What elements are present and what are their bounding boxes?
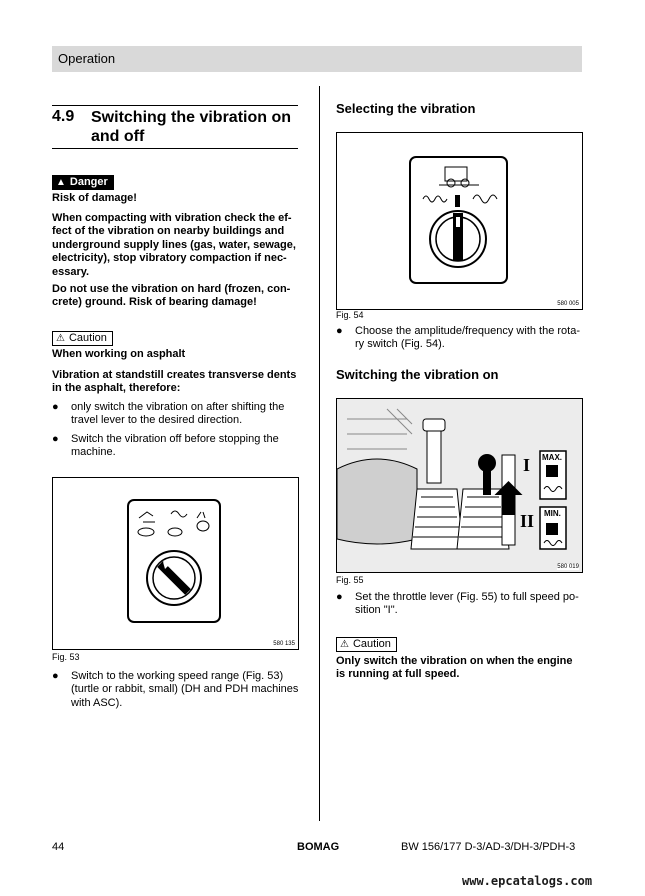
watermark: www.epcatalogs.com [462,874,593,888]
caution-badge: ⚠ Caution [336,637,397,652]
caution-paragraph: Vibration at standstill creates transverse dents in the asphalt, therefore: [52,369,297,395]
figure-code: 580 135 [273,641,295,647]
danger-paragraph-1: When compacting with vibration check the ef- fect of the vibration on nearby buildings and underground supply lines (gas, water, sewage, electricity), stop vibratory compaction if nec- essary. [52,212,296,278]
figure-caption: Fig. 53 [52,652,80,662]
figure-caption: Fig. 54 [336,310,364,320]
bullet-item: ● only switch the vibration on after shifting the travel lever to the desired direction. [52,401,285,427]
subsection-heading: Switching the vibration on [336,367,499,382]
bullet-item: ● Set the throttle lever (Fig. 55) to full speed po- sition "I". [336,591,579,617]
caution-badge: ⚠ Caution [52,331,113,346]
warning-triangle-icon: ▲ [56,177,66,188]
section-number: 4.9 [52,108,75,125]
section-rule-top [52,105,298,106]
page-number: 44 [52,841,65,853]
warning-triangle-icon: ⚠ [56,333,65,344]
figure-code: 580 019 [557,564,579,570]
bullet-item: ● Switch to the working speed range (Fig. 53) (turtle or rabbit, small) (DH and PDH machines with ASC). [52,670,299,709]
footer-model: BW 156/177 D-3/AD-3/DH-3/PDH-3 [401,841,576,853]
caution-text: Only switch the vibration on when the engine is running at full speed. [336,655,573,681]
figure-55 [336,398,583,573]
throttle-lever-illustration [337,399,582,572]
amplitude-rotary-switch-illustration [337,133,582,309]
rotary-speed-switch-illustration [53,478,298,649]
section-rule-bottom [52,148,298,149]
header-title: Operation [58,51,116,66]
position-ii-label: II [520,511,535,531]
figure-caption: Fig. 55 [336,575,364,585]
danger-badge: ▲ Danger [52,175,114,190]
section-header-bar [52,46,582,72]
figure-54 [336,132,583,310]
column-divider [319,86,320,821]
subsection-heading: Selecting the vibration [336,101,476,116]
position-i-label: I [523,455,531,475]
danger-risk: Risk of damage! [52,192,137,204]
figure-53 [52,477,299,650]
footer-brand: BOMAG [297,841,340,853]
danger-paragraph-2: Do not use the vibration on hard (frozen, con- crete) ground. Risk of bearing damage! [52,283,291,309]
figure-code: 580 005 [557,301,579,307]
max-label: MAX. [542,453,562,462]
min-label: MIN. [544,509,561,518]
bullet-item: ● Switch the vibration off before stopping the machine. [52,433,279,459]
warning-triangle-icon: ⚠ [340,639,349,650]
caution-heading: When working on asphalt [52,348,186,360]
bullet-item: ● Choose the amplitude/frequency with the rota- ry switch (Fig. 54). [336,325,581,351]
section-title: Switching the vibration on and off [91,109,291,145]
